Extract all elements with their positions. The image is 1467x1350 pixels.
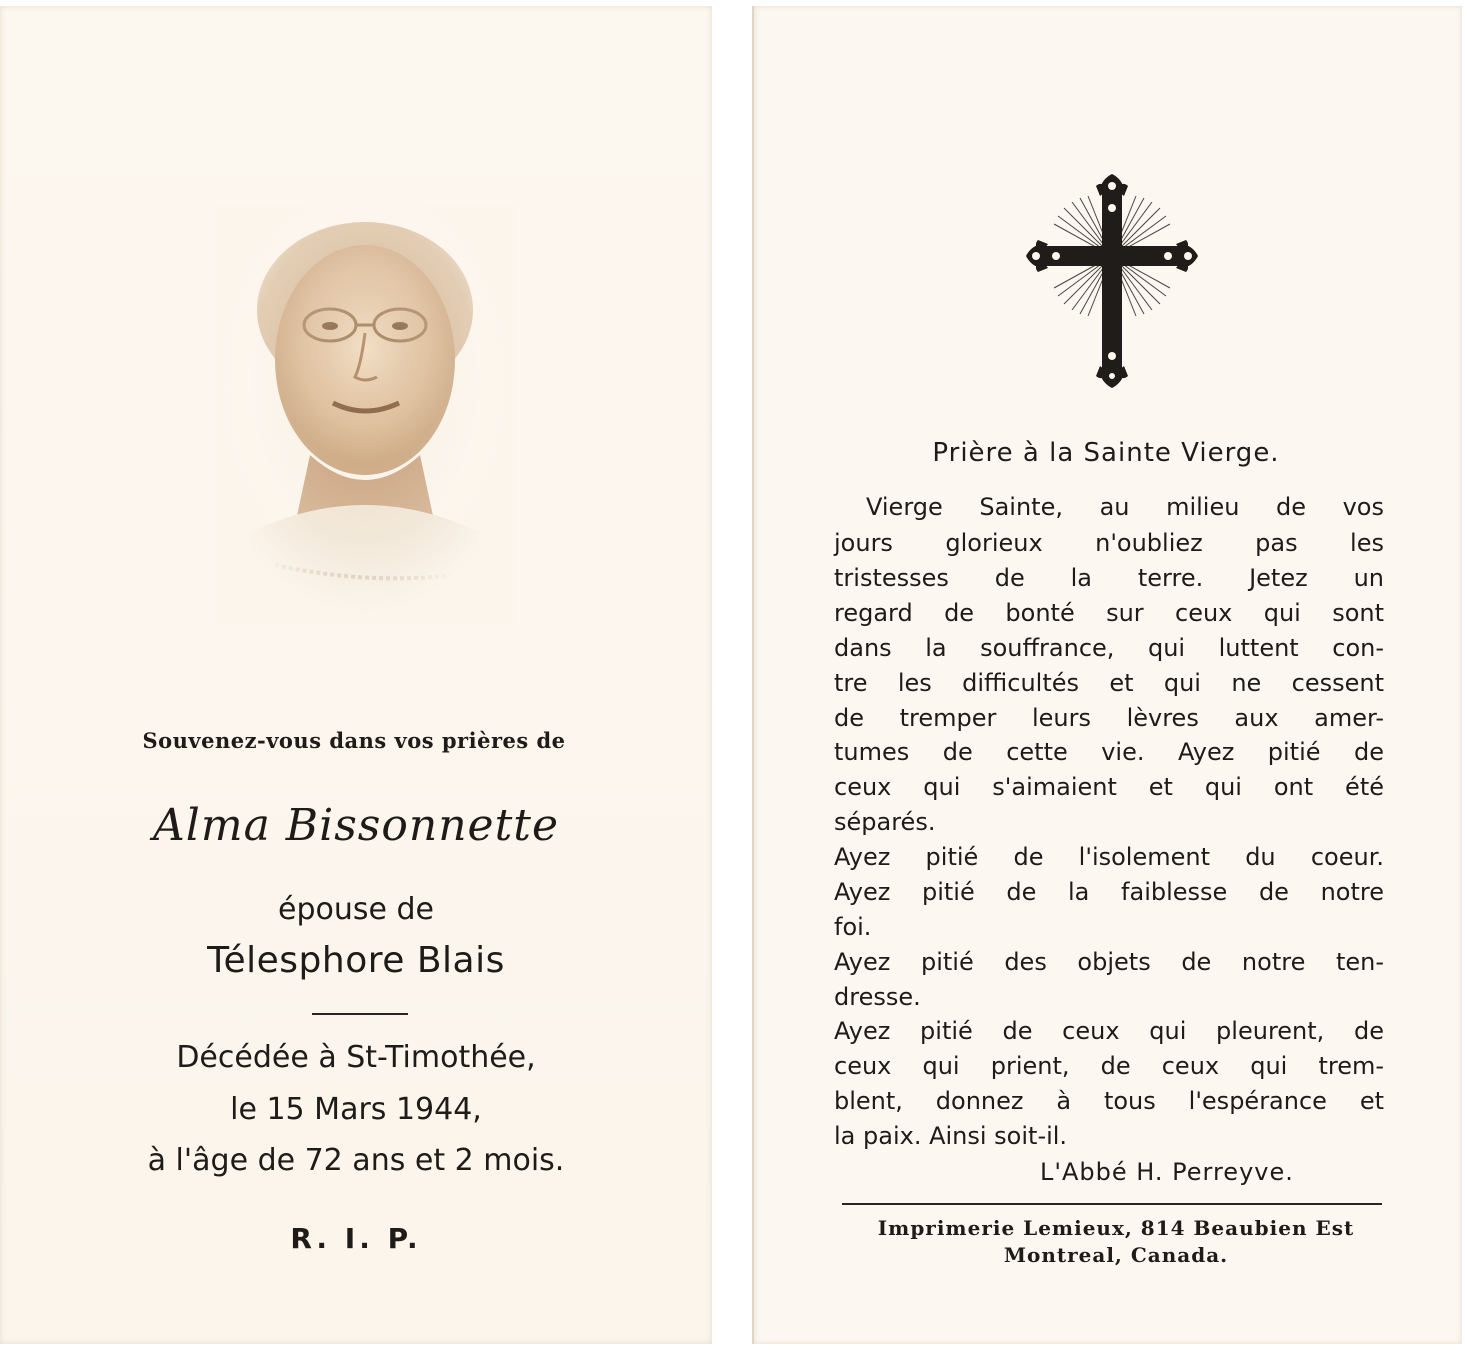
prayer-line: dresse.	[834, 983, 921, 1011]
prayer-line: ceux qui prient, de ceux qui trem-	[834, 1052, 1384, 1080]
spouse-name: Télesphore Blais	[207, 940, 505, 981]
prayer-line: Ayez pitié des objets de notre ten-	[834, 948, 1384, 976]
printer-city: Montreal, Canada.	[1003, 1243, 1229, 1267]
prayer-line: tristesses de la terre. Jetez un	[834, 564, 1384, 592]
prayer-line: la paix. Ainsi soit-il.	[834, 1122, 1068, 1150]
death-date: le 15 Mars 1944,	[230, 1092, 482, 1127]
prayer-line: blent, donnez à tous l'espérance et	[834, 1087, 1384, 1115]
spouse-of-label: épouse de	[278, 892, 434, 927]
deceased-name: Alma Bissonnette	[153, 800, 559, 851]
printer-address: Imprimerie Lemieux, 814 Beaubien Est	[877, 1216, 1355, 1240]
remember-line: Souvenez-vous dans vos prières de	[142, 728, 566, 753]
prayer-line: ceux qui s'aimaient et qui ont été	[834, 773, 1384, 801]
prayer-line: Ayez pitié de ceux qui pleurent, de	[834, 1017, 1384, 1045]
prayer-line: Ayez pitié de la faiblesse de notre	[834, 878, 1384, 906]
prayer-title: Prière à la Sainte Vierge.	[932, 438, 1280, 468]
prayer-line: regard de bonté sur ceux qui sont	[834, 599, 1384, 627]
prayer-line: de tremper leurs lèvres aux amer-	[834, 704, 1384, 732]
prayer-line: Vierge Sainte, au milieu de vos	[866, 493, 1384, 521]
portrait-photo	[215, 205, 515, 625]
prayer-line: foi.	[834, 913, 872, 941]
ornate-cross-with-rays-icon	[1024, 172, 1200, 390]
prayer-line: dans la souffrance, qui luttent con-	[834, 634, 1384, 662]
death-place: Décédée à St-Timothée,	[176, 1040, 536, 1075]
prayer-line: tumes de cette vie. Ayez pitié de	[834, 738, 1384, 766]
prayer-line: tre les difficultés et qui ne cessent	[834, 669, 1384, 697]
death-age: à l'âge de 72 ans et 2 mois.	[147, 1143, 565, 1178]
prayer-line: Ayez pitié de l'isolement du coeur.	[834, 843, 1384, 871]
prayer-line: jours glorieux n'oubliez pas les	[834, 529, 1384, 557]
printer-divider	[842, 1203, 1382, 1205]
prayer-author: L'Abbé H. Perreyve.	[1040, 1158, 1294, 1186]
rip-text: R. I. P.	[290, 1222, 422, 1255]
prayer-line: séparés.	[834, 808, 936, 836]
divider	[312, 1013, 408, 1015]
